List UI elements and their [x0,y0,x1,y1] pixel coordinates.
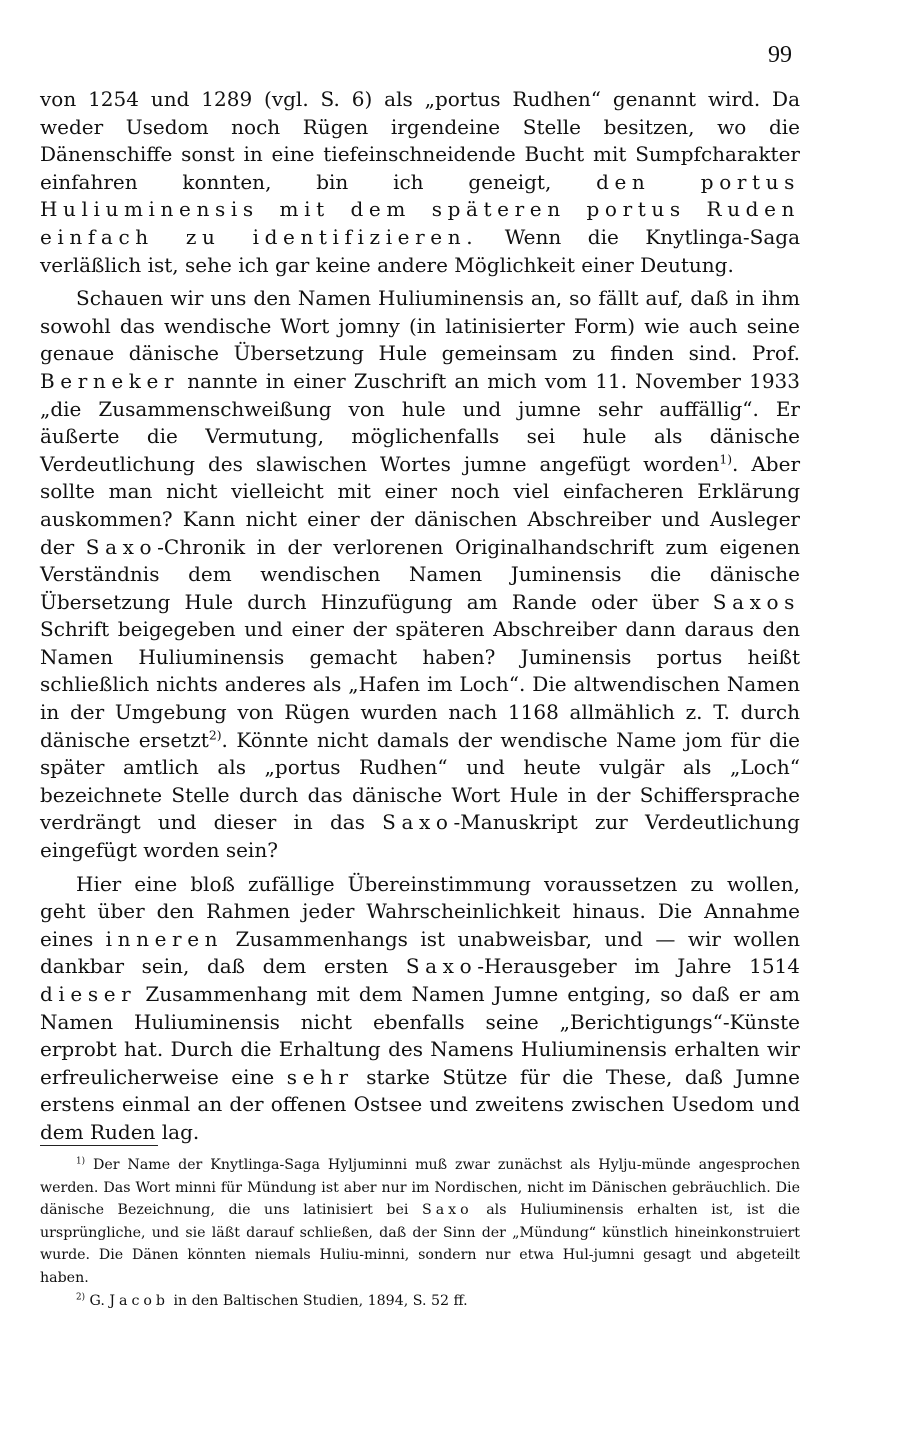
footnote-mark: 1) [76,1156,86,1167]
paragraph-1 [40,86,800,279]
text-run: in den Baltischen Studien, 1894, S. 52 ff. [169,1292,468,1309]
spaced-emphasis: den portus Huliuminensis mit dem späteren portus Ruden einfach zu identifizieren. [40,169,800,249]
spaced-emphasis: dieser [40,982,137,1006]
spaced-name: Saxos [712,589,800,614]
spaced-name: Saxo [382,810,454,835]
main-text [40,86,800,1147]
text-run: nannte in einer Zuschrift an mich vom 11. November 1933 „die Zusammenschweißung von hule und jumne sehr auffällig“. Er äußerte die Vermutung, möglichenfalls sei hule als dänische Verdeutlichung des slawischen Wortes jumne angefügt worden [40,368,800,476]
text-run: . Könnte nicht damals der wendische Name jom für die später amtlich als „portus Rudhen“ und heute vulgär als „Loch“ bezeichnete Stelle durch das dänische Wort Hule in der Schiffersprache verdrängt und dieser in das [40,727,800,835]
spaced-emphasis: inneren [105,926,224,951]
text-run: starke Stütze für die These, daß Jumne erstens einmal an der offenen Ostsee und zweitens zwischen Usedom und dem Ruden lag. [40,1064,800,1144]
footnote-ref-2[interactable]: 2) [208,727,222,742]
text-run: Wenn die Knytlinga-Saga verläßlich ist, sehe ich gar keine andere Möglichkeit einer Deutung. [40,224,800,277]
text-run: Schauen wir uns den Namen Huliuminensis an, so fällt auf, daß in ihm sowohl das wendische Wort jomny (in latinisierter Form) wie auch seine genaue dänische Übersetzung Hule gemeinsam zu finden sind. Prof. [40,286,800,366]
footnotes [40,1154,800,1312]
footnote-1 [40,1154,800,1290]
text-run: G. [85,1292,110,1309]
spaced-name: Berneker [40,368,180,393]
footnote-ref-1[interactable]: 1) [719,451,733,467]
spaced-emphasis: sehr [286,1064,354,1089]
page-number: 99 [768,42,792,68]
spaced-name: Saxo [422,1202,473,1219]
text-run: -Herausgeber im Jahre 1514 [477,954,800,979]
spaced-name: Saxo [85,534,158,559]
text-run: Hier eine bloß zufällige Übereinstimmung voraussetzen zu wollen, geht über den Rahmen jeder Wahrscheinlichkeit hinaus. Die Annahme eines [40,871,800,951]
text-run: -Manuskript zur Verdeutlichung eingefügt worden sein? [40,810,800,863]
footnote-2 [40,1290,800,1313]
text-run: Zusammenhangs ist unabweisbar, und — wir wollen dankbar sein, daß dem ersten [40,926,800,979]
text-run: Der Name der Knytlinga-Saga Hyljuminni muß zwar zunächst als Hylju-münde angesprochen werden. Das Wort minni für Mündung ist aber nur im Nordischen, nicht im Dänischen gebräuchlich. Die dänische Bezeichnung, die uns latinisiert bei [40,1157,800,1219]
text-run: Schrift beigegeben und einer der späteren Abschreiber dann daraus den Namen Huliuminensis gemacht haben? Juminensis portus heißt schließlich nichts anderes als „Hafen im Loch“. Die altwendischen Namen in der Umgebung von Rügen wurden nach 1168 allmählich z. T. durch dänische ersetzt [40,617,800,752]
text-run: von 1254 und 1289 (vgl. S. 6) als „portus Rudhen“ genannt wird. Da weder Usedom noch Rügen irgendeine Stelle besitzen, wo die Dänenschiffe sonst in eine tiefeinschneidende Bucht mit Sumpfcharakter einfahren konnten, bin ich geneigt, [40,87,800,194]
text-run: -Chronik in der verlorenen Originalhandschrift zum eigenen Verständnis dem wendischen Namen Juminensis die dänische Übersetzung Hule durch Hinzufügung am Rande oder über [40,534,800,614]
footnote-mark: 2) [76,1291,86,1302]
spaced-name: Jacob [109,1292,169,1309]
text-run: . Aber sollte man nicht vielleicht mit einer noch viel einfacheren Erklärung auskommen? Kann nicht einer der dänischen Abschreiber und Ausleger der [40,451,801,559]
footnote-divider [40,1145,158,1146]
spaced-name: Saxo [405,954,478,979]
paragraph-2 [40,285,800,864]
text-run: Zusammenhang mit dem Namen Jumne entging, so daß er am Namen Huliuminensis nicht ebenfalls seine „Berichtigungs“-Künste erprobt hat. Durch die Erhaltung des Namens Huliuminensis erhalten wir erfreulicherweise eine [40,982,800,1089]
paragraph-3 [40,871,800,1147]
text-run: als Huliuminensis erhalten ist, ist die ursprüngliche, und sie läßt darauf schließen, daß der Sinn der „Mündung“ künstlich hineinkonstruiert wurde. Die Dänen könnten niemals Huliu-minni, sondern nur etwa Hul-jumni gesagt und abgeteilt haben. [40,1202,800,1286]
